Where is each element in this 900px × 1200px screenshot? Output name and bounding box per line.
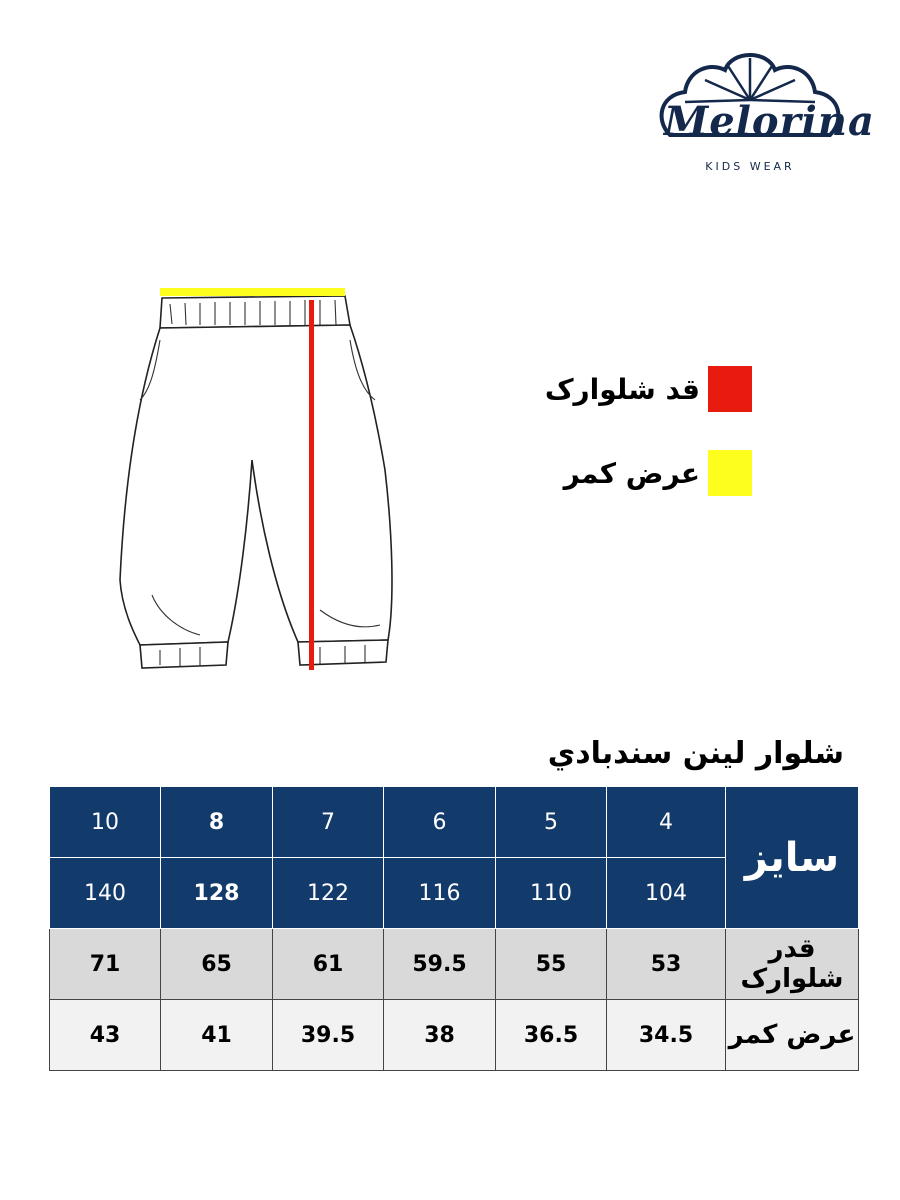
value-cell: 59.5 [384, 929, 496, 1000]
table-row-length [50, 929, 859, 1000]
brand-logo [650, 40, 875, 180]
brand-tagline: KIDS WEAR [705, 160, 795, 173]
brand-name: Melorina [664, 98, 875, 145]
height-cell: 140 [50, 858, 161, 929]
row-label-length: قدر شلوارک [726, 929, 859, 1000]
value-cell: 34.5 [607, 1000, 726, 1071]
age-cell: 7 [273, 787, 384, 858]
value-cell: 65 [161, 929, 273, 1000]
legend-label-waist: عرض کمر [563, 456, 700, 490]
value-cell: 41 [161, 1000, 273, 1071]
age-cell: 8 [161, 787, 273, 858]
height-cell: 104 [607, 858, 726, 929]
height-cell: 110 [496, 858, 607, 929]
age-cell: 6 [384, 787, 496, 858]
value-cell: 36.5 [496, 1000, 607, 1071]
value-cell: 43 [50, 1000, 161, 1071]
legend-swatch-red [708, 366, 752, 412]
value-cell: 71 [50, 929, 161, 1000]
row-label-waist: عرض کمر [726, 1000, 859, 1071]
age-cell: 4 [607, 787, 726, 858]
value-cell: 55 [496, 929, 607, 1000]
table-row-ages [50, 787, 859, 858]
legend-item-waist [564, 450, 752, 496]
height-cell: 122 [273, 858, 384, 929]
age-cell: 5 [496, 787, 607, 858]
legend-label-length: قد شلوارک [544, 372, 700, 406]
value-cell: 38 [384, 1000, 496, 1071]
size-table [49, 786, 859, 1071]
height-cell: 116 [384, 858, 496, 929]
pants-diagram [100, 270, 400, 690]
age-cell: 10 [50, 787, 161, 858]
pants-length-line [309, 300, 314, 670]
height-cell: 128 [161, 858, 273, 929]
legend-swatch-yellow [708, 450, 752, 496]
size-header: سایز [726, 787, 859, 929]
table-row-waist [50, 1000, 859, 1071]
value-cell: 39.5 [273, 1000, 384, 1071]
value-cell: 61 [273, 929, 384, 1000]
waist-width-line [160, 288, 345, 296]
value-cell: 53 [607, 929, 726, 1000]
table-title: شلوار لینن سندبادي [547, 736, 844, 771]
legend-item-length [545, 366, 752, 412]
